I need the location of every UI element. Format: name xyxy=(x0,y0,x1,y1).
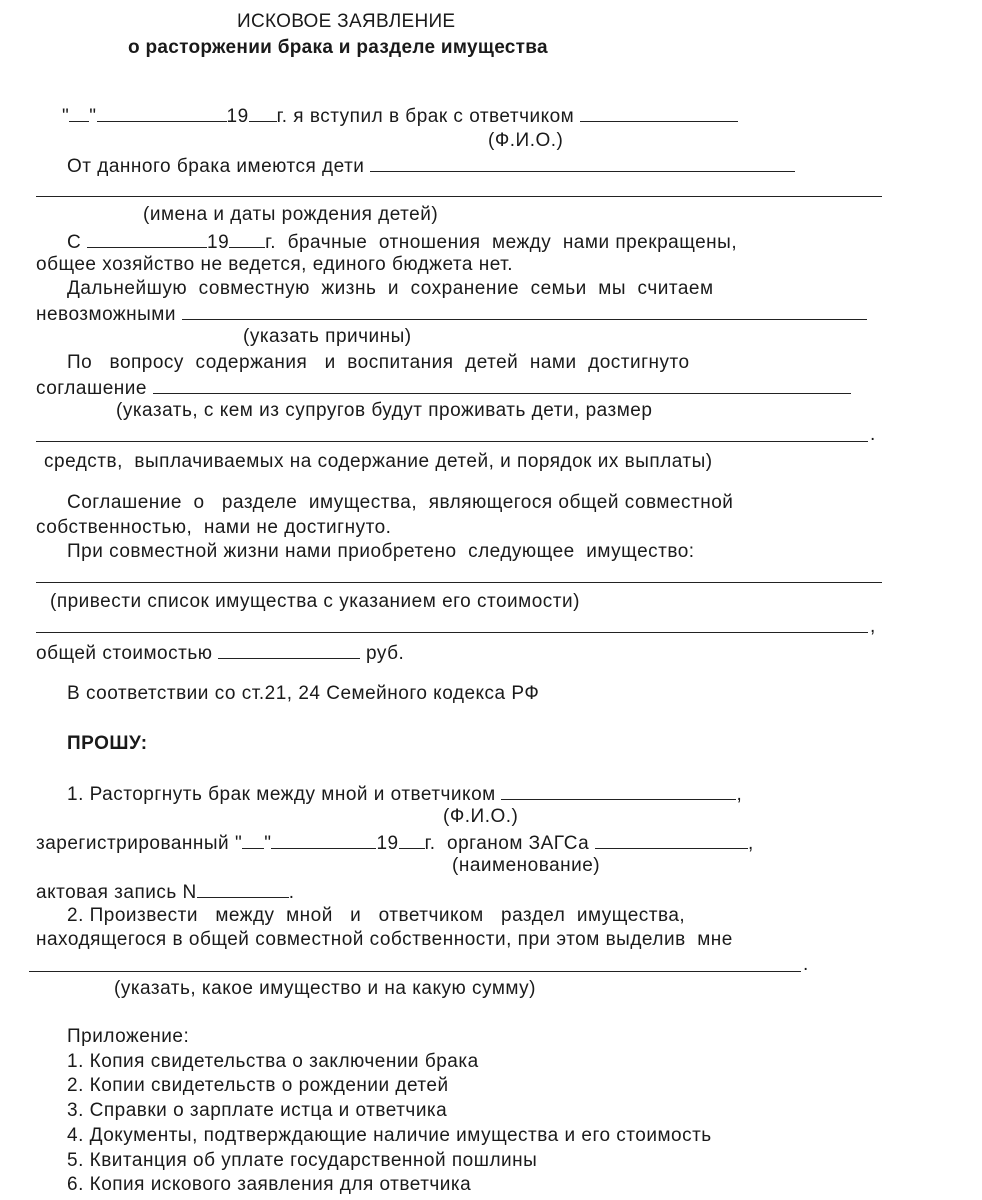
relations-line xyxy=(67,230,737,254)
request-heading: ПРОШУ: xyxy=(67,733,148,754)
currency: руб. xyxy=(366,643,405,664)
agreement-label: соглашение xyxy=(36,378,147,399)
marriage-text: г. я вступил в брак с ответчиком xyxy=(276,106,575,127)
request-1-comma: , xyxy=(736,784,743,805)
allocation-blank-line xyxy=(29,971,801,972)
agreement-hint-2: средств, выплачиваемых на содержание детей, и порядок их выплаты) xyxy=(44,451,713,472)
children-text: От данного брака имеются дети xyxy=(67,156,365,177)
record-line xyxy=(36,880,295,904)
children-blank xyxy=(370,154,795,172)
property-line-1: Соглашение о разделе имущества, являющегося общей совместной xyxy=(67,492,734,513)
reg-quote-close: " xyxy=(264,833,272,854)
reg-year-prefix: 19 xyxy=(376,833,399,854)
legal-basis: В соответствии со ст.21, 24 Семейного кодекса РФ xyxy=(67,683,540,704)
since-label: С xyxy=(67,232,82,253)
agreement-period: . xyxy=(870,424,876,445)
request-1-name-blank xyxy=(501,782,736,800)
attachment-item: 4. Документы, подтверждающие наличие имущества и его стоимость xyxy=(67,1125,712,1146)
quote-close: " xyxy=(89,106,97,127)
children-blank-line xyxy=(36,196,882,197)
day-blank xyxy=(69,104,89,122)
request-1-fio-hint: (Ф.И.О.) xyxy=(443,806,519,827)
agreement-blank xyxy=(153,376,851,394)
children-agreement-line-2 xyxy=(36,376,851,400)
impossible-label: невозможными xyxy=(36,304,176,325)
agreement-hint-1: (указать, с кем из супругов будут проживать дети, размер xyxy=(116,400,653,421)
attachments-heading: Приложение: xyxy=(67,1026,190,1047)
reg-year-blank xyxy=(399,831,425,849)
year-blank xyxy=(249,104,277,122)
request-2-line-2: находящегося в общей совместной собственности, при этом выделив мне xyxy=(36,929,733,950)
record-period: . xyxy=(288,882,295,903)
property-line-3: При совместной жизни нами приобретено следующее имущество: xyxy=(67,541,695,562)
organ-name-hint: (наименование) xyxy=(452,855,601,876)
property-list-line-2 xyxy=(36,632,868,633)
defendant-name-blank xyxy=(580,104,738,122)
impossible-line-2 xyxy=(36,302,867,326)
children-hint: (имена и даты рождения детей) xyxy=(143,204,439,225)
relations-year-blank xyxy=(229,230,265,248)
attachment-item: 5. Квитанция об уплате государственной пошлины xyxy=(67,1150,538,1171)
month-blank xyxy=(97,104,227,122)
reg-comma: , xyxy=(748,833,754,854)
agreement-blank-line xyxy=(36,441,868,442)
record-label: актовая запись N xyxy=(36,882,197,903)
total-blank xyxy=(218,641,360,659)
reg-month-blank xyxy=(271,831,376,849)
allocation-hint: (указать, какое имущество и на какую сумму) xyxy=(114,978,537,999)
fio-hint: (Ф.И.О.) xyxy=(488,130,564,151)
relations-text: г. брачные отношения между нами прекращены, xyxy=(265,232,738,253)
reg-organ-blank xyxy=(595,831,748,849)
relations-date-blank xyxy=(87,230,207,248)
children-line xyxy=(67,154,795,178)
record-number-blank xyxy=(197,880,289,898)
marriage-line xyxy=(62,104,738,128)
request-1-text: 1. Расторгнуть брак между мной и ответчиком xyxy=(67,784,496,805)
relations-year-prefix: 19 xyxy=(207,232,230,253)
attachment-item: 6. Копия искового заявления для ответчика xyxy=(67,1174,472,1195)
children-agreement-line-1: По вопросу содержания и воспитания детей нами достигнуто xyxy=(67,352,690,373)
year-prefix: 19 xyxy=(226,106,249,127)
registration-line xyxy=(36,831,754,855)
request-2-line-1: 2. Произвести между мной и ответчиком раздел имущества, xyxy=(67,905,686,926)
property-comma: , xyxy=(870,616,876,637)
property-line-2: собственностью, нами не достигнуто. xyxy=(36,517,392,538)
reasons-blank xyxy=(182,302,867,320)
registered-label: зарегистрированный " xyxy=(36,833,243,854)
document-subtitle: о расторжении брака и разделе имущества xyxy=(128,37,548,58)
reg-day-blank xyxy=(242,831,264,849)
impossible-line-1: Дальнейшую совместную жизнь и сохранение семьи мы считаем xyxy=(67,278,714,299)
attachment-item: 2. Копии свидетельств о рождении детей xyxy=(67,1075,449,1096)
reg-organ: г. органом ЗАГСа xyxy=(424,833,590,854)
reasons-hint: (указать причины) xyxy=(243,326,412,347)
property-hint: (привести список имущества с указанием его стоимости) xyxy=(50,591,580,612)
property-list-line xyxy=(36,582,882,583)
total-label: общей стоимостью xyxy=(36,643,213,664)
quote-open: " xyxy=(62,106,70,127)
document-title: ИСКОВОЕ ЗАЯВЛЕНИЕ xyxy=(237,11,456,32)
property-total-line xyxy=(36,641,404,665)
attachment-item: 1. Копия свидетельства о заключении брака xyxy=(67,1051,479,1072)
request-1-line xyxy=(67,782,742,806)
relations-line-2: общее хозяйство не ведется, единого бюджета нет. xyxy=(36,254,514,275)
attachment-item: 3. Справки о зарплате истца и ответчика xyxy=(67,1100,448,1121)
allocation-period: . xyxy=(803,954,809,975)
